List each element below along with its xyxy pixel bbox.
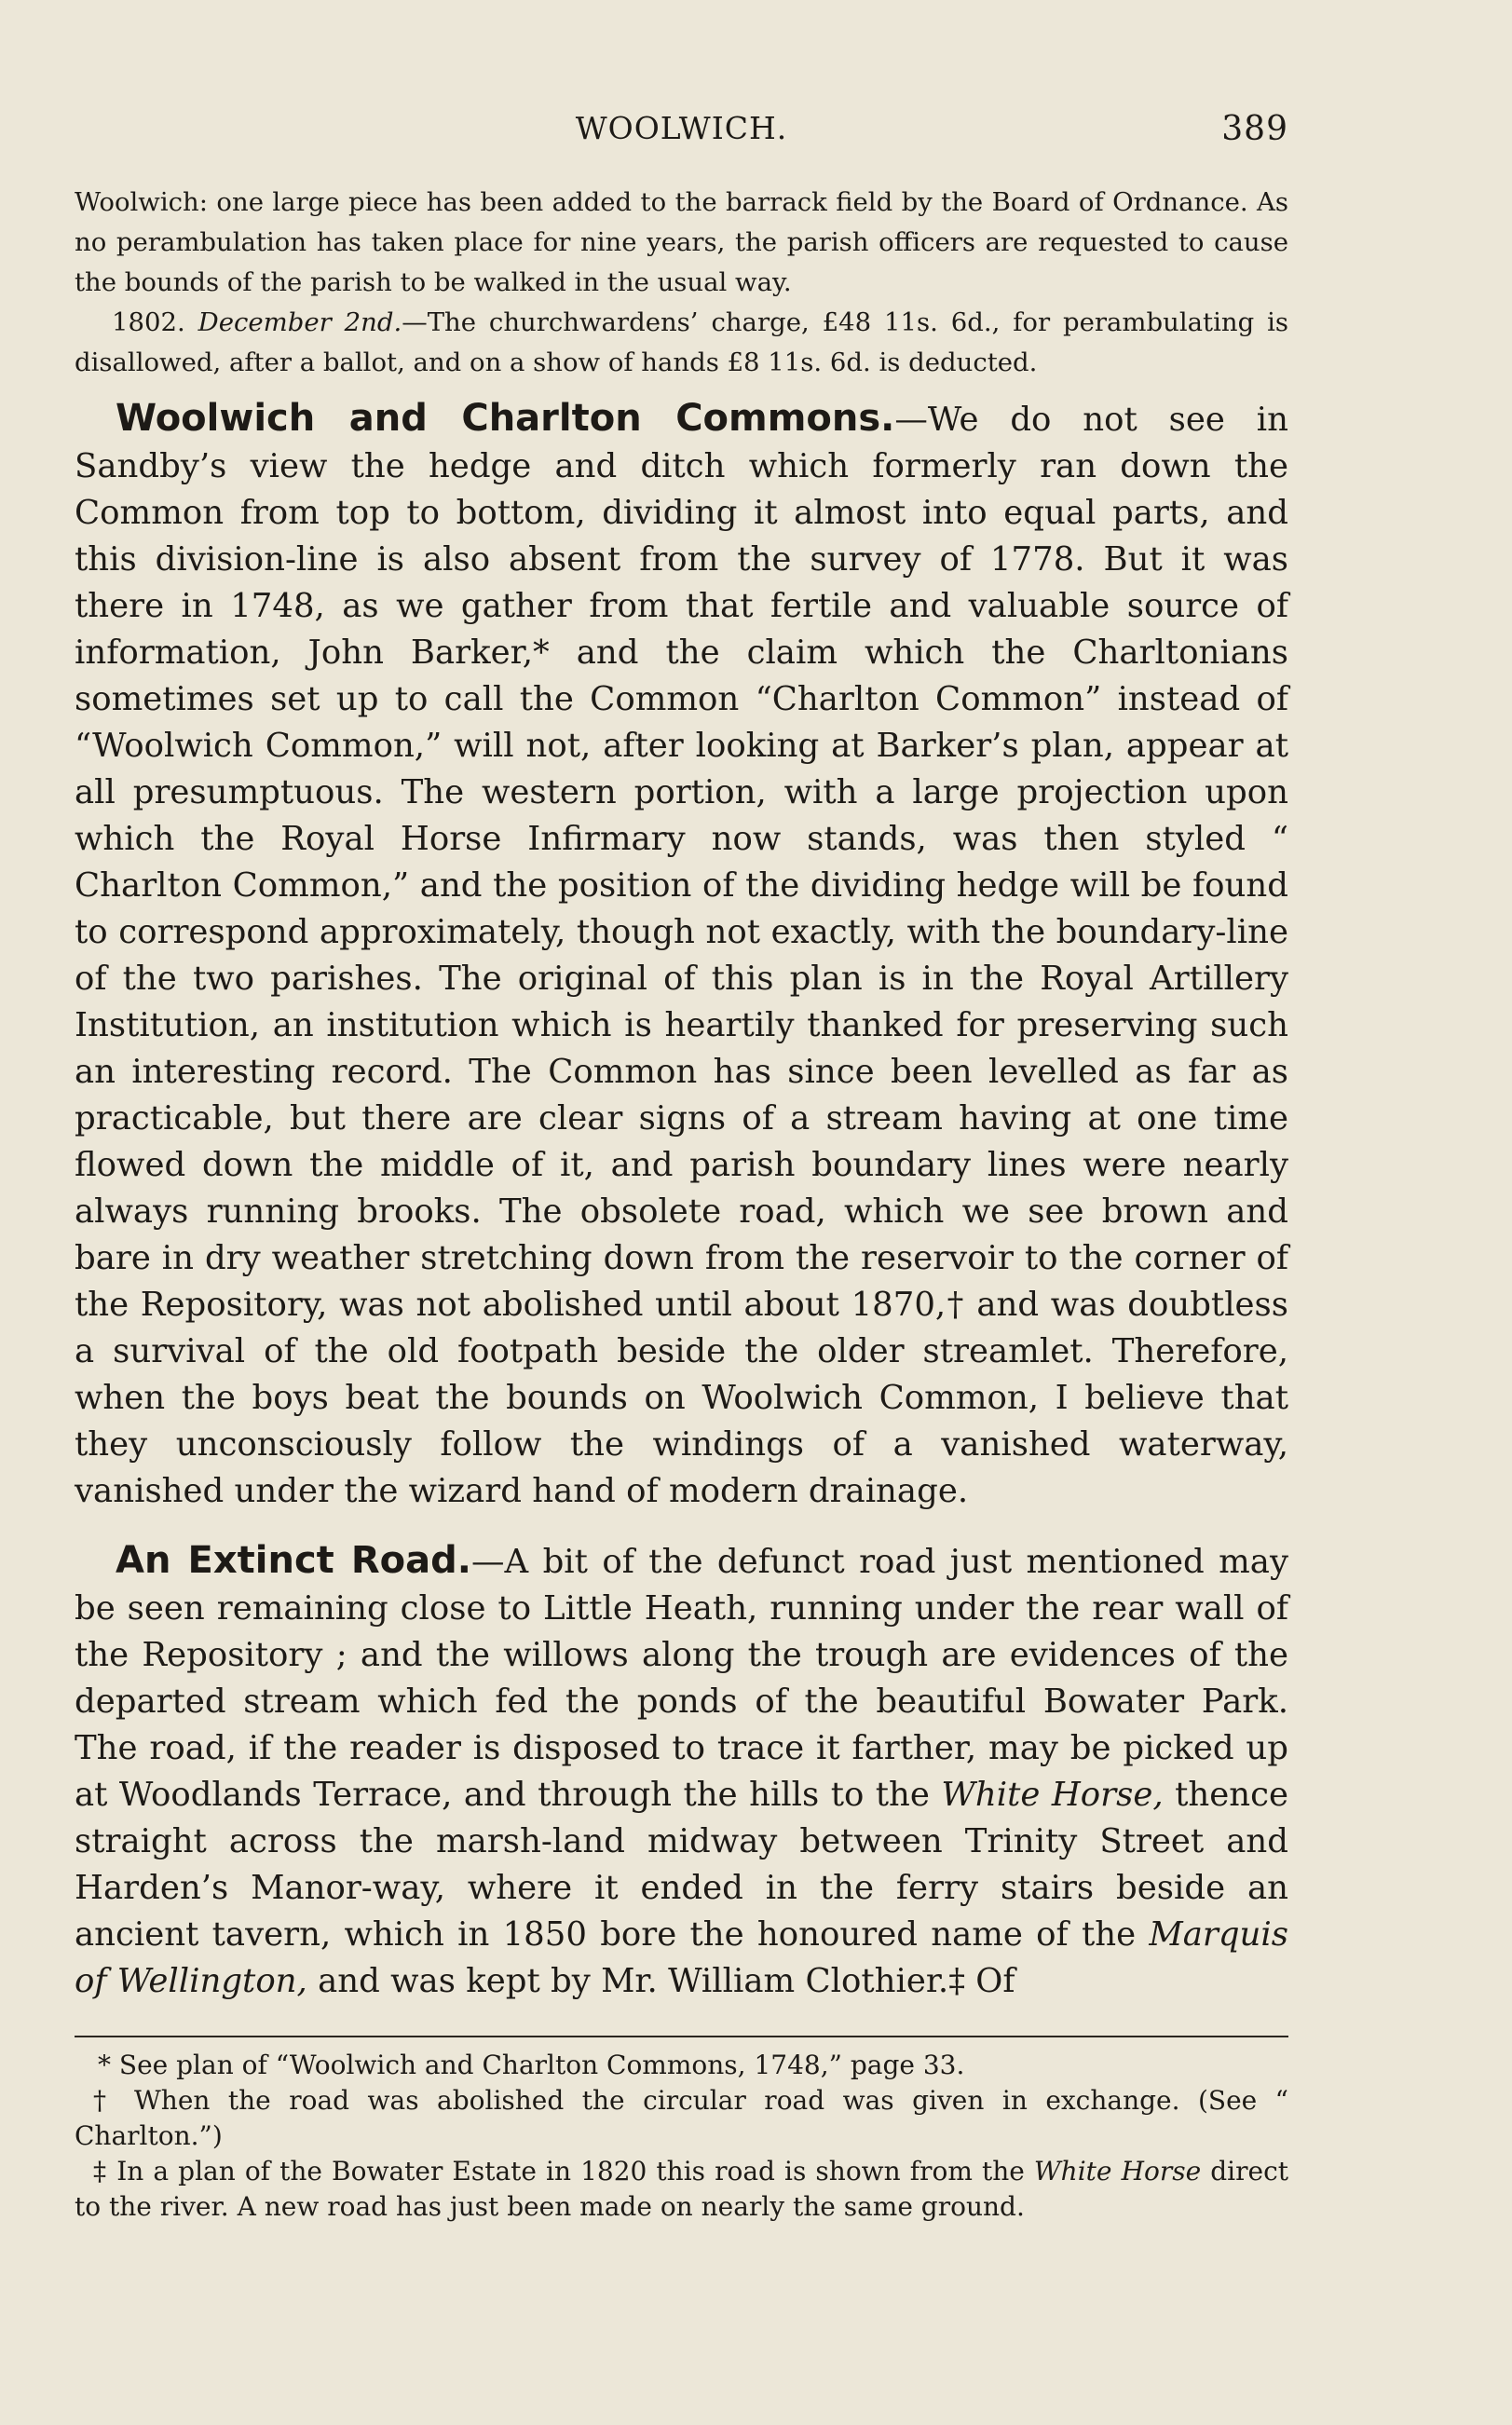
road-italic-marquis: Marquis of Wellington, <box>75 1915 1288 2000</box>
minutes-year: 1802. <box>112 307 185 337</box>
road-italic-white-horse: White Horse, <box>941 1776 1164 1814</box>
footnote-3-italic: White Horse <box>1033 2156 1202 2187</box>
section-heading-commons: Woolwich and Charlton Commons. <box>116 397 895 440</box>
footnote-rule <box>75 2036 1288 2037</box>
commons-paragraph <box>75 395 1288 1515</box>
minutes-paragraph-woolwich: Woolwich: one large piece has been added to the barrack field by the Board of Ordnance. As no perambulation has taken place for nine years, the parish officers are requested to cause the bounds of the parish to be walked in the usual way. <box>75 187 1288 297</box>
minutes-date: December 2nd. <box>198 307 402 337</box>
footnote-1: * See plan of “Woolwich and Charlton Commons, 1748,” page 33. <box>98 2050 965 2080</box>
section-heading-road: An Extinct Road. <box>116 1539 471 1582</box>
road-body-2: thence straight across the marsh-land midway between Trinity Street and Harden’s Manor-way, where it ended in the ferry stairs beside an ancient tavern, which in 1850 bore the honoured name of the <box>75 1776 1289 1954</box>
commons-body: —We do not see in Sandby’s view the hedge and ditch which formerly ran down the Common from top to bottom, dividing it almost into equal parts, and this division-line is also absent from the survey of 1778. But it was there in 1748, as we gather from that fertile and valuable source of information, John Barker,* and the claim which the Charltonians sometimes set up to call the Common “Charlton Common” instead of “Woolwich Common,” will not, after looking at Barker’s plan, appear at all presumptuous. The western portion, with a large projection upon which the Royal Horse Infirmary now stands, was then styled “ Charlton Common,” and the position of the dividing hedge will be found to correspond approximately, though not exactly, with the boundary-line of the two parishes. The original of this plan is in the Royal Artillery Institution, an institution which is heartily thanked for preserving such an interesting record. The Common has since been levelled as far as practicable, but there are clear signs of a stream having at one time flowed down the middle of it, and parish boundary lines were nearly always running brooks. The obsolete road, which we see brown and bare in dry weather stretching down from the reservoir to the corner of the Repository, was not abolished until about 1870,† and was doubtless a survival of the old footpath beside the older streamlet. Therefore, when the boys beat the bounds on Woolwich Common, I believe that they unconsciously follow the windings of a vanished waterway, vanished under the wizard hand of modern drainage. <box>75 401 1289 1510</box>
footnote-3-text-b: direct to the river. A new road has just been made on nearly the same ground. <box>75 2156 1289 2222</box>
footnotes <box>75 2048 1288 2225</box>
footnote-3-text-a: ‡ In a plan of the Bowater Estate in 1820 this road is shown from the <box>93 2156 1034 2187</box>
minutes-text: —The churchwardens’ charge, £48 11s. 6d., for perambulating is disallowed, after a ballot, and on a show of hands £8 11s. 6d. is deducted. <box>75 307 1288 377</box>
road-body-3: and was kept by Mr. William Clothier.‡ Of <box>306 1962 1015 2000</box>
continued-minutes <box>75 183 1288 383</box>
running-title: WOOLWICH. <box>575 110 788 146</box>
page-number: 389 <box>1221 110 1288 148</box>
running-head <box>75 110 1288 155</box>
footnote-2: † When the road was abolished the circular road was given in exchange. (See “ Charlton.”) <box>75 2085 1288 2151</box>
footnote-3 <box>75 2154 1288 2225</box>
road-paragraph <box>75 1537 1288 2005</box>
road-body-1: —A bit of the defunct road just mentioned may be seen remaining close to Little Heath, running under the rear wall of the Repository ; and the willows along the trough are evidences of the departed stream which fed the ponds of the beautiful Bowater Park. The road, if the reader is disposed to trace it farther, may be picked up at Woodlands Terrace, and through the hills to the <box>75 1543 1289 1814</box>
minutes-paragraph-1802 <box>75 303 1288 383</box>
section-commons <box>75 395 1288 1515</box>
section-extinct-road <box>75 1537 1288 2005</box>
